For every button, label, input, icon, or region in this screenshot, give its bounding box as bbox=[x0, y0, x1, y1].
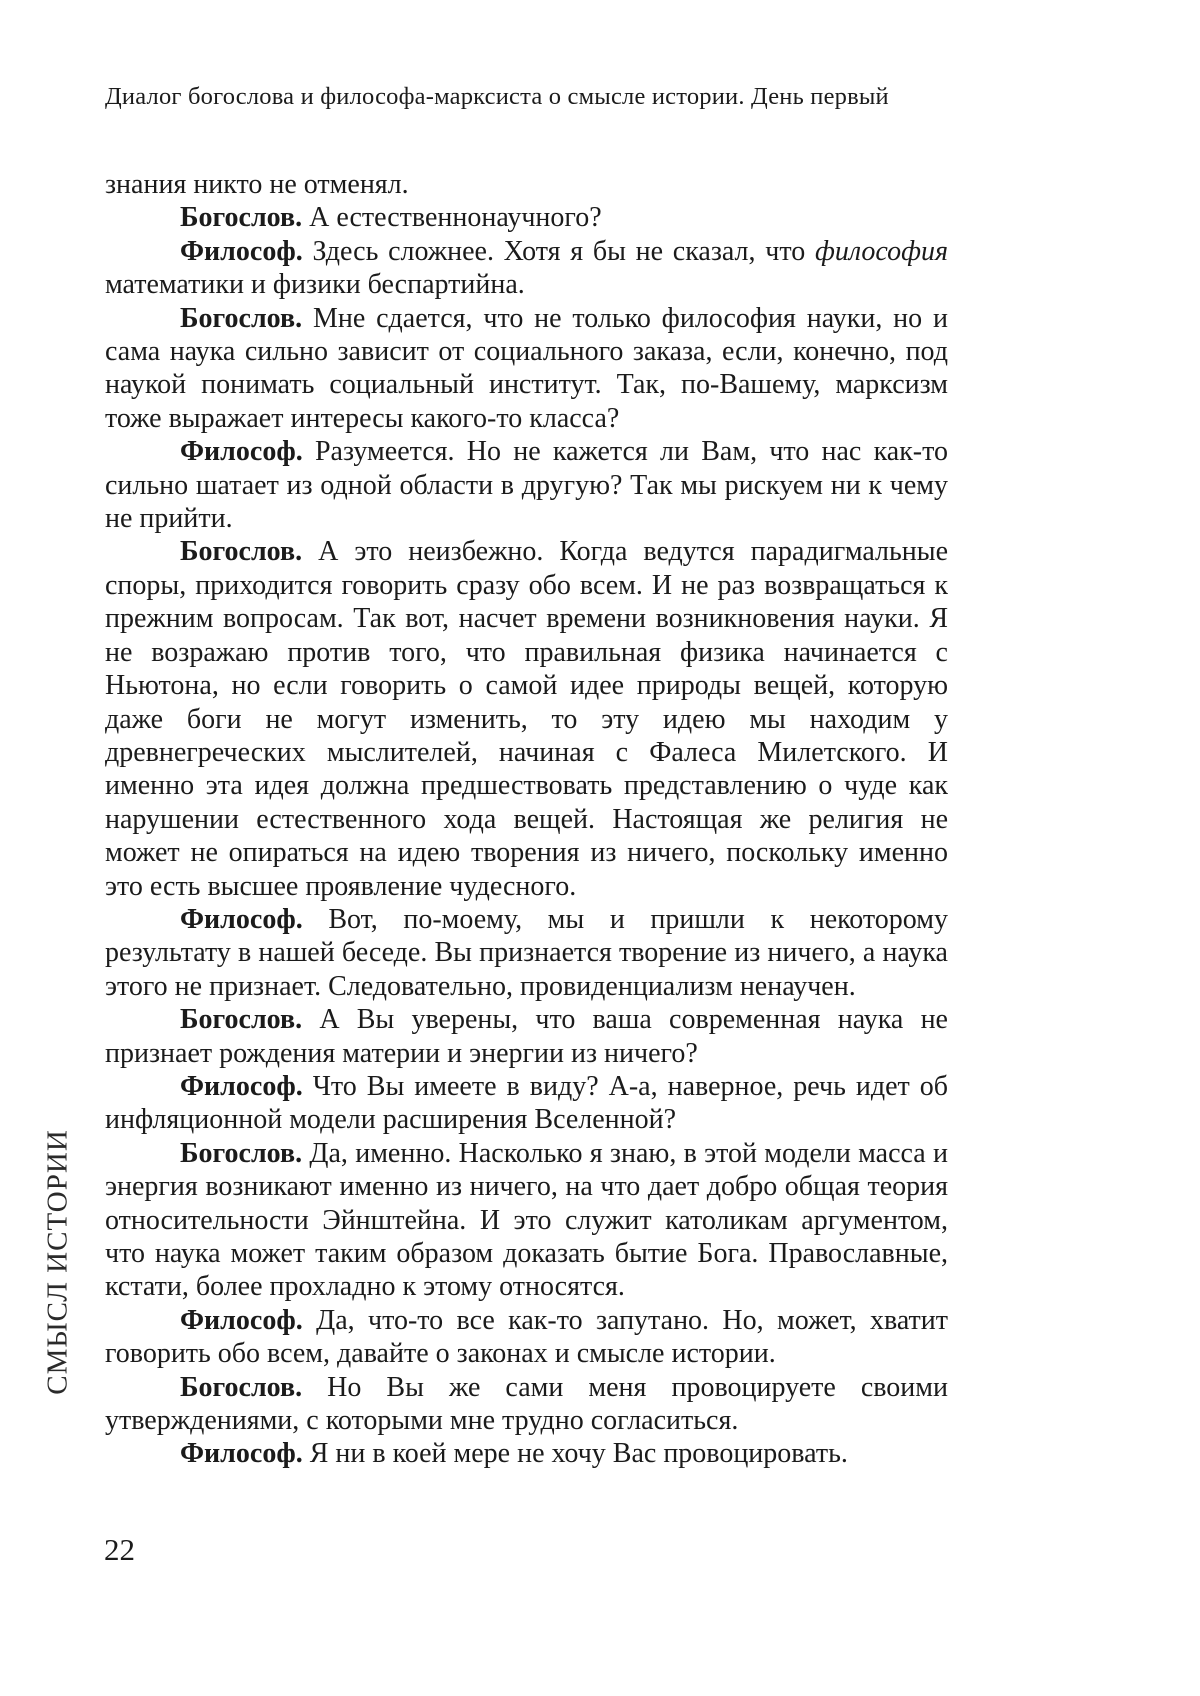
dialog-turn bbox=[105, 1437, 948, 1470]
dialog-turn bbox=[105, 1003, 948, 1070]
speaker-name: Богослов. bbox=[180, 302, 303, 334]
speaker-name: Богослов. bbox=[180, 536, 303, 568]
speaker-name: Философ. bbox=[180, 1438, 303, 1470]
dialog-turn bbox=[105, 302, 948, 436]
turn-text: Но Вы же сами меня провоцируете своими утверждениями, с которыми мне трудно согласиться. bbox=[105, 1371, 948, 1437]
speaker-name: Философ. bbox=[180, 235, 303, 267]
dialog-turns bbox=[105, 201, 948, 1470]
dialog-turn bbox=[105, 435, 948, 535]
dialog-turn bbox=[105, 235, 948, 302]
paragraph-continuation: знания никто не отменял. bbox=[105, 169, 409, 200]
speaker-name: Богослов. bbox=[180, 1371, 303, 1403]
turn-text: Вот, по-моему, мы и пришли к некоторому результату в нашей беседе. Вы признается творение из ничего, а наука этого не признает. Следовательно, провиденциализм ненаучен. bbox=[105, 903, 948, 1002]
emphasized-word: философия bbox=[814, 235, 948, 267]
speaker-name: Богослов. bbox=[180, 1004, 303, 1036]
speaker-name: Философ. bbox=[180, 1304, 303, 1336]
dialog-turn bbox=[105, 535, 948, 902]
turn-text: А это неизбежно. Когда ведутся парадигмальные споры, приходится говорить сразу обо всем. И не раз возвращаться к прежним вопросам. Так вот, насчет времени возникновения науки. Я не возражаю против того, что правильная физика начинается с Ньютона, но если говорить о самой идее природы вещей, которую даже боги не могут изменить, то эту идею мы находим у древнегреческих мыслителей, начиная с Фалеса Милетского. И именно эта идея должна предшествовать представлению о чуде как нарушении естественного хода вещей. Настоящая же религия не может не опираться на идею творения из ничего, поскольку именно это есть высшее проявление чудесного. bbox=[105, 536, 949, 902]
speaker-name: Философ. bbox=[180, 1070, 303, 1102]
turn-text: Да, именно. Насколько я знаю, в этой модели масса и энергия возникают именно из ничего, на что дает добро общая теория относительности Эйнштейна. И это служит католикам аргументом, что наука может таким образом доказать бытие Бога. Православные, кстати, более прохладно к этому относятся. bbox=[105, 1137, 949, 1303]
speaker-name: Богослов. bbox=[180, 202, 303, 234]
turn-text: Что Вы имеете в виду? А-а, наверное, речь идет об инфляционной модели расширения Вселенной? bbox=[105, 1070, 948, 1136]
turn-text: А Вы уверены, что ваша современная наука не признает рождения материи и энергии из ничего? bbox=[105, 1004, 948, 1069]
turn-text: А естественнонаучного? bbox=[309, 202, 602, 234]
turn-text: Здесь сложнее. Хотя я бы не сказал, что bbox=[312, 235, 815, 267]
turn-text: Я ни в коей мере не хочу Вас провоцировать. bbox=[309, 1438, 848, 1470]
dialog-turn bbox=[105, 903, 948, 1003]
dialog-text-block bbox=[105, 168, 948, 1471]
dialog-turn bbox=[105, 1304, 948, 1371]
speaker-name: Философ. bbox=[180, 903, 303, 935]
turn-text: математики и физики беспартийна. bbox=[105, 269, 525, 301]
speaker-name: Философ. bbox=[180, 436, 303, 468]
sidebar-vertical-title: СМЫСЛ ИСТОРИИ bbox=[41, 1129, 74, 1395]
dialog-turn bbox=[105, 1137, 948, 1304]
page-number: 22 bbox=[104, 1532, 135, 1567]
dialog-turn bbox=[105, 201, 948, 234]
running-header: Диалог богослова и философа-марксиста о смысле истории. День первый bbox=[105, 83, 889, 110]
turn-text: Разумеется. Но не кажется ли Вам, что нас как-то сильно шатает из одной области в другую? Так мы рискуем ни к чему не прийти. bbox=[105, 436, 949, 535]
turn-text: Мне сдается, что не только философия науки, но и сама наука сильно зависит от социального заказа, если, конечно, под наукой понимать социальный институт. Так, по-Вашему, марксизм тоже выражает интересы какого-то класса? bbox=[105, 302, 949, 434]
turn-text: Да, что-то все как-то запутано. Но, может, хватит говорить обо всем, давайте о законах и смысле истории. bbox=[105, 1304, 948, 1370]
dialog-turn bbox=[105, 1371, 948, 1438]
speaker-name: Богослов. bbox=[180, 1137, 303, 1169]
dialog-turn bbox=[105, 1070, 948, 1137]
